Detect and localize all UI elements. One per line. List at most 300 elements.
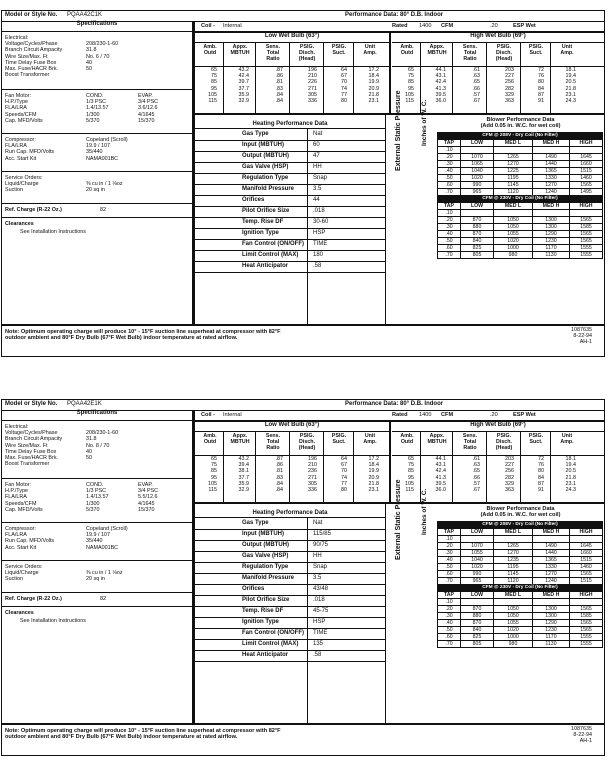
document-reference: 1087635 8-22-94 AH-1 — [571, 327, 592, 345]
note-block — [2, 723, 604, 755]
table-row — [438, 571, 603, 578]
cfm-value: 1515 — [570, 557, 603, 564]
column-header: Sens. Total Ratio — [265, 433, 281, 451]
table-row — [438, 175, 603, 182]
cfm-value: 1270 — [494, 550, 533, 557]
table-row — [438, 606, 603, 613]
blower-column-header: HIGH — [570, 203, 603, 210]
compressor-labels: Compressor: FLA/LRA Run Cap. MFD/Volts Acc. Start Kit — [5, 137, 55, 162]
cfm-value: 1300 — [533, 606, 570, 613]
external-static-pressure-label: External Static Pressure — [395, 479, 402, 560]
column-values-disch: 203 227 256 282 329 363 — [505, 67, 514, 105]
cfm-value: 1145 — [494, 182, 533, 189]
cfm-value: 870 — [461, 620, 494, 627]
heating-value: Nat — [313, 520, 323, 526]
column-header: PSIG. Suct. — [528, 44, 544, 56]
cfm-value: 1565 — [570, 238, 603, 245]
tap-value: .40 — [438, 620, 461, 627]
heating-key: Gas Type — [242, 131, 269, 137]
heating-value: 115/85 — [313, 531, 331, 537]
tap-value: .50 — [438, 238, 461, 245]
column-values-amb: 65 75 85 95 105 115 — [405, 67, 414, 105]
cfm-value: 1495 — [570, 189, 603, 196]
high-wet-bulb-header — [392, 42, 604, 67]
cfm-value: 1020 — [494, 627, 533, 634]
blower-column-header: LOW — [461, 529, 494, 536]
low-wet-bulb-header — [195, 42, 389, 67]
performance-title: Performance Data: 80° D.B. Indoor — [345, 401, 444, 407]
cfm-value: 1515 — [570, 168, 603, 175]
refrigerant-label: Ref. Charge (R-22 Oz.) — [5, 207, 62, 213]
column-values-amp: 18.1 19.4 20.5 21.8 23.1 24.3 — [565, 456, 576, 494]
specifications-panel — [2, 21, 195, 326]
heating-key: Fan Control (ON/OFF) — [242, 630, 304, 636]
heating-value: 43/48 — [313, 586, 329, 592]
fan-motor-block — [2, 478, 192, 523]
heating-value: 3.5 — [313, 575, 322, 581]
cfm-value — [570, 147, 603, 154]
table-row — [438, 245, 603, 252]
heating-value: 3.5 — [313, 186, 322, 192]
cfm-value: 1130 — [533, 641, 570, 648]
table-row — [438, 210, 603, 217]
column-values-amb: 65 75 85 95 105 115 — [208, 456, 217, 494]
cfm-value: 1565 — [570, 571, 603, 578]
cfm-value: 1565 — [570, 620, 603, 627]
table-row — [438, 543, 603, 550]
external-static-pressure-label: External Static Pressure — [395, 90, 402, 171]
electrical-values: 208/230-1-60 31.8 No. 8 / 70 40 50 — [86, 430, 119, 462]
cfm-value — [461, 147, 494, 154]
blower-section-title: CFM @ 230V - Dry Coil (No Filter) — [438, 585, 603, 592]
column-header: Amb. Outd — [203, 44, 217, 56]
blower-performance — [437, 504, 604, 725]
table-row — [438, 189, 603, 196]
column-values-disch: 196 210 236 271 305 336 — [308, 456, 317, 494]
cfm-value: 1050 — [494, 613, 533, 620]
heating-key: Ignition Type — [242, 230, 279, 236]
column-values-suct: 64 67 70 74 77 80 — [341, 67, 347, 105]
tap-value: .30 — [438, 613, 461, 620]
spec-sheet — [1, 10, 605, 357]
column-header: PSIG. Disch. (Head) — [298, 44, 316, 62]
blower-column-header: MED H — [533, 140, 570, 147]
heating-value: Nat — [313, 131, 323, 137]
blower-section-title: CFM @ 208V - Dry Coil (No Filter) — [438, 522, 603, 529]
coil-value: Internal — [223, 23, 242, 29]
cfm-value: 1585 — [570, 613, 603, 620]
blower-column-header: MED L — [494, 203, 533, 210]
cfm-value: 1020 — [494, 238, 533, 245]
fan-labels: Fan Motor: H.P./Type FLA/LRA Speeds/CFM Cap. MFD/Volts — [5, 482, 43, 513]
column-header: Amb. Outd — [400, 44, 414, 56]
cfm-value: 1265 — [494, 154, 533, 161]
table-row — [438, 634, 603, 641]
heating-performance — [195, 504, 386, 725]
coil-value: Internal — [223, 412, 242, 418]
tap-value: .60 — [438, 634, 461, 641]
esp-value: .20 — [490, 412, 498, 418]
heating-key: Input (MBTUH) — [242, 531, 284, 537]
cfm-value: 1460 — [570, 175, 603, 182]
clearances-value: See Installation Instructions — [20, 618, 86, 624]
service-values: ⅜ cu in / 1 ⅛oz 20 sq in — [86, 570, 123, 583]
column-values-suct: 72 76 80 84 87 91 — [538, 456, 544, 494]
cfm-value: 1055 — [494, 620, 533, 627]
blower-column-header: TAP — [438, 592, 461, 599]
coil-row — [195, 21, 604, 33]
table-row — [438, 620, 603, 627]
cfm-value: 1145 — [494, 571, 533, 578]
table-row — [438, 550, 603, 557]
heating-key: Output (MBTUH) — [242, 542, 289, 548]
charge-note: Note: Optimum operating charge will produce 10° - 15°F suction line superheat at compressor with 82°F outdoor ambient and 80°F Dry Bulb (67°F Wet Bulb) indoor temperature at rated airflow. — [5, 329, 281, 342]
heating-key: Regulation Type — [242, 175, 289, 181]
column-values-mbtuh: 44.1 43.1 42.4 41.3 39.5 36.0 — [435, 456, 446, 494]
blower-column-header: HIGH — [570, 529, 603, 536]
low-wet-bulb-table — [195, 422, 391, 502]
cfm-value: 1240 — [533, 189, 570, 196]
electrical-block — [2, 31, 192, 90]
column-header: Unit Amp. — [363, 44, 377, 56]
column-values-disch: 203 227 256 282 329 363 — [505, 456, 514, 494]
refrigerant-charge-block — [2, 592, 192, 607]
cfm-value: 825 — [461, 245, 494, 252]
document-reference: 1087635 8-22-94 AH-1 — [571, 726, 592, 744]
electrical-labels: Electrical: Voltage/Cycles/Phase Branch Circuit Ampacity Wire Size/Max. Ft Time Delay Fuse Box Max. Fuse/HACR Brk. Boost Transformer — [5, 424, 63, 468]
column-values-ratio: .61 .63 .65 .66 .57 .67 — [472, 67, 480, 105]
heating-value: .018 — [313, 208, 325, 214]
cfm-value: 1645 — [570, 154, 603, 161]
cfm-value: 1050 — [494, 606, 533, 613]
heating-value: 180 — [313, 252, 324, 258]
heating-value: 60 — [313, 142, 320, 148]
blower-column-header: LOW — [461, 203, 494, 210]
tap-value: .20 — [438, 154, 461, 161]
heating-key: Ignition Type — [242, 619, 279, 625]
fan-evap-values: EVAP. 3/4 PSC 3.6/12.6 4/1645 15/370 — [138, 93, 159, 124]
cfm-value — [461, 599, 494, 606]
tap-value: .50 — [438, 564, 461, 571]
heating-value: TIME — [313, 241, 328, 247]
column-header: PSIG. Disch. (Head) — [495, 44, 513, 62]
cfm-value — [461, 210, 494, 217]
blower-column-header: MED L — [494, 592, 533, 599]
cfm-value: 1365 — [533, 557, 570, 564]
heating-value: 90/75 — [313, 542, 329, 548]
cfm-value: 1055 — [461, 550, 494, 557]
tap-value: .70 — [438, 578, 461, 585]
cfm-value — [570, 210, 603, 217]
heating-value: .58 — [313, 263, 322, 269]
tap-value: .60 — [438, 571, 461, 578]
compressor-values: Copeland (Scroll) 19.9 / 107 35/440 NAMA001BC — [86, 526, 128, 551]
column-values-amb: 65 75 85 95 105 115 — [208, 67, 217, 105]
blower-table — [437, 521, 603, 648]
cfm-value: 825 — [461, 634, 494, 641]
cfm-label: CFM — [441, 412, 454, 418]
table-row — [438, 578, 603, 585]
blower-section-title: CFM @ 208V - Dry Coil (No Filter) — [438, 133, 603, 140]
low-wet-bulb-table — [195, 33, 391, 113]
column-values-mbtuh: 43.2 42.4 39.7 37.7 35.9 32.9 — [238, 67, 249, 105]
service-block — [2, 171, 192, 204]
table-row — [438, 147, 603, 154]
heating-value: HH — [313, 553, 322, 559]
heating-value: TIME — [313, 630, 328, 636]
inches-wc-label: Inches of W. C. — [421, 99, 428, 146]
cfm-value: 1040 — [461, 168, 494, 175]
tap-value: .60 — [438, 182, 461, 189]
heating-key: Orifices — [242, 197, 265, 203]
cfm-value: 980 — [494, 641, 533, 648]
cfm-value: 1645 — [570, 543, 603, 550]
column-header: Appx. MBTUH — [427, 433, 447, 445]
clearances-label: Clearances — [5, 610, 34, 616]
column-header: Sens. Total Ratio — [462, 433, 478, 451]
esp-value: .20 — [490, 23, 498, 29]
column-values-disch: 196 210 226 271 305 336 — [308, 67, 317, 105]
heating-value: 45-75 — [313, 608, 329, 614]
cfm-value: 1555 — [570, 634, 603, 641]
tap-value: .40 — [438, 557, 461, 564]
heating-key: Orifices — [242, 586, 265, 592]
cfm-value — [533, 147, 570, 154]
blower-column-header: TAP — [438, 140, 461, 147]
cfm-value — [570, 599, 603, 606]
heating-value: .58 — [313, 652, 322, 658]
heating-value: HSP — [313, 619, 326, 625]
cfm-value: 1130 — [533, 252, 570, 259]
refrigerant-label: Ref. Charge (R-22 Oz.) — [5, 596, 62, 602]
cfm-value: 880 — [461, 613, 494, 620]
cfm-value: 870 — [461, 217, 494, 224]
cfm-value: 1020 — [461, 175, 494, 182]
compressor-block — [2, 133, 192, 172]
cfm-value: 1040 — [461, 557, 494, 564]
table-row — [438, 168, 603, 175]
heating-key: Regulation Type — [242, 564, 289, 570]
cfm-value: 1000 — [494, 634, 533, 641]
heating-key: Limit Control (MAX) — [242, 252, 299, 258]
tap-value: .30 — [438, 224, 461, 231]
low-wet-bulb-title: Low Wet Bulb (63°) — [195, 422, 389, 432]
cfm-value: 1050 — [494, 224, 533, 231]
cfm-value: 1585 — [570, 224, 603, 231]
heating-value: 44 — [313, 197, 320, 203]
heating-key: Pilot Orifice Size — [242, 597, 290, 603]
table-row — [438, 557, 603, 564]
tap-value: .60 — [438, 245, 461, 252]
clearances-value: See Installation Instructions — [20, 229, 86, 235]
cfm-value: 1290 — [533, 231, 570, 238]
cfm-value: 1300 — [533, 217, 570, 224]
blower-column-header: MED L — [494, 529, 533, 536]
heating-value: Snap — [313, 564, 328, 570]
heating-title: Heating Performance Data — [195, 115, 385, 129]
note-block — [2, 324, 604, 356]
cfm-value — [570, 536, 603, 543]
column-header: PSIG. Suct. — [331, 44, 347, 56]
heating-key: Gas Valve (HSP) — [242, 164, 289, 170]
heating-key: Manifold Pressure — [242, 186, 295, 192]
electrical-labels: Electrical: Voltage/Cycles/Phase Branch Circuit Ampacity Wire Size/Max. Ft Time Delay Fuse Box Max. Fuse/HACR Brk. Boost Transformer — [5, 35, 63, 79]
cfm-value: 965 — [461, 578, 494, 585]
column-values-ratio: .61 .63 .65 .66 .57 .67 — [472, 456, 480, 494]
rated-label: Rated — [392, 412, 408, 418]
fan-cond-values: COND. 1/3 PSC 1.4/13.57 1/300 5/370 — [86, 93, 109, 124]
cfm-value: 1555 — [570, 252, 603, 259]
heating-key: Heat Anticipator — [242, 652, 289, 658]
refrigerant-value: 82 — [100, 596, 106, 602]
cfm-value: 1365 — [533, 168, 570, 175]
heating-value: 135 — [313, 641, 324, 647]
blower-performance — [437, 115, 604, 326]
cfm-value: 1300 — [533, 224, 570, 231]
heating-key: Gas Valve (HSP) — [242, 553, 289, 559]
table-row — [438, 217, 603, 224]
fan-evap-values: EVAP. 3/4 PSC 5.5/12.6 4/1645 15/370 — [138, 482, 159, 513]
cfm-value: 1070 — [461, 543, 494, 550]
cfm-value: 840 — [461, 238, 494, 245]
cfm-value: 1555 — [570, 641, 603, 648]
column-header: PSIG. Disch. (Head) — [298, 433, 316, 451]
blower-table — [437, 132, 603, 259]
table-row — [438, 613, 603, 620]
performance-title: Performance Data: 80° D.B. Indoor — [345, 12, 444, 18]
cfm-value: 1290 — [533, 620, 570, 627]
column-header: PSIG. Disch. (Head) — [495, 433, 513, 451]
coil-row — [195, 410, 604, 422]
service-labels: Service Orders: Liquid/Charge Suction — [5, 175, 43, 194]
table-row — [438, 536, 603, 543]
cfm-value: 1490 — [533, 543, 570, 550]
heating-value: 30-60 — [313, 219, 329, 225]
table-row — [438, 564, 603, 571]
table-row — [438, 161, 603, 168]
blower-column-header: LOW — [461, 592, 494, 599]
column-values-mbtuh: 43.2 39.4 38.1 37.7 35.9 32.9 — [238, 456, 249, 494]
column-values-ratio: .87 .86 .81 .83 .84 .84 — [275, 456, 283, 494]
cfm-value — [494, 210, 533, 217]
heating-key: Output (MBTUH) — [242, 153, 289, 159]
cfm-value: 1230 — [533, 627, 570, 634]
blower-column-header: LOW — [461, 140, 494, 147]
cfm-value: 1330 — [533, 564, 570, 571]
cfm-value: 1270 — [533, 182, 570, 189]
table-row — [438, 154, 603, 161]
cfm-value: 1565 — [570, 606, 603, 613]
cfm-value — [533, 599, 570, 606]
column-header: Appx. MBTUH — [230, 44, 250, 56]
blower-column-header: HIGH — [570, 592, 603, 599]
heating-value: HSP — [313, 230, 326, 236]
cfm-value — [494, 536, 533, 543]
tap-value: .50 — [438, 627, 461, 634]
heating-key: Heat Anticipator — [242, 263, 289, 269]
heating-key: Temp. Rise DF — [242, 219, 284, 225]
cfm-value: 1070 — [461, 154, 494, 161]
compressor-block — [2, 522, 192, 561]
tap-value: .10 — [438, 599, 461, 606]
tap-value: .30 — [438, 161, 461, 168]
cfm-value: 1170 — [533, 245, 570, 252]
cfm-label: CFM — [441, 23, 454, 29]
column-header: PSIG. Suct. — [528, 433, 544, 445]
column-header: Sens. Total Ratio — [462, 44, 478, 62]
heating-row — [195, 650, 385, 662]
cfm-value: 1055 — [494, 231, 533, 238]
cfm-value: 870 — [461, 231, 494, 238]
heating-value: .018 — [313, 597, 325, 603]
blower-column-header: MED H — [533, 592, 570, 599]
model-number: PQAA42E1K — [67, 401, 102, 407]
column-header: Sens. Total Ratio — [265, 44, 281, 62]
performance-panel — [195, 21, 604, 326]
cfm-value: 980 — [494, 252, 533, 259]
cfm-value: 1225 — [494, 168, 533, 175]
cfm-value: 1230 — [533, 238, 570, 245]
blower-column-header: MED H — [533, 203, 570, 210]
cfm-value: 1020 — [461, 564, 494, 571]
cfm-value — [533, 210, 570, 217]
column-header: Amb. Outd — [203, 433, 217, 445]
blower-column-header: MED H — [533, 529, 570, 536]
tap-value: .70 — [438, 189, 461, 196]
service-block — [2, 560, 192, 593]
compressor-labels: Compressor: FLA/LRA Run Cap. MFD/Volts Acc. Start Kit — [5, 526, 55, 551]
cfm-value: 1490 — [533, 154, 570, 161]
low-wet-bulb-title: Low Wet Bulb (63°) — [195, 33, 389, 43]
blower-column-header: TAP — [438, 529, 461, 536]
charge-note: Note: Optimum operating charge will produce 10° - 15°F suction line superheat at compressor with 82°F outdoor ambient and 80°F Dry Bulb (67°F Wet Bulb) indoor temperature at rated airflow. — [5, 728, 281, 741]
high-wet-bulb-header — [392, 431, 604, 456]
fan-motor-block — [2, 89, 192, 134]
cfm-value — [494, 599, 533, 606]
cfm-value: 840 — [461, 627, 494, 634]
rated-cfm: 1400 — [419, 412, 432, 418]
table-row — [438, 231, 603, 238]
inches-wc-label: Inches of W. C. — [421, 488, 428, 535]
cfm-value: 1565 — [570, 231, 603, 238]
column-values-ratio: .87 .86 .81 .83 .84 .84 — [275, 67, 283, 105]
specifications-panel — [2, 410, 195, 725]
fan-cond-values: COND. 1/3 PSC 1.4/13.57 1/300 5/370 — [86, 482, 109, 513]
esp-label: ESP Wet — [513, 23, 536, 29]
cfm-value: 805 — [461, 641, 494, 648]
cfm-value: 1000 — [494, 245, 533, 252]
blower-column-header: MED L — [494, 140, 533, 147]
cfm-value: 1660 — [570, 550, 603, 557]
cfm-value: 1330 — [533, 175, 570, 182]
cfm-value: 1065 — [461, 161, 494, 168]
electrical-block — [2, 420, 192, 479]
heating-key: Temp. Rise DF — [242, 608, 284, 614]
cfm-value — [533, 536, 570, 543]
heating-row — [195, 261, 385, 273]
column-header: Appx. MBTUH — [230, 433, 250, 445]
table-row — [438, 627, 603, 634]
high-wet-bulb-title: High Wet Bulb (69°) — [392, 33, 604, 43]
cfm-value: 1515 — [570, 578, 603, 585]
high-wet-bulb-title: High Wet Bulb (69°) — [392, 422, 604, 432]
specifications-title: Specifications — [2, 410, 192, 421]
cfm-value: 1300 — [533, 613, 570, 620]
column-values-amp: 17.2 18.4 19.9 20.9 21.8 23.1 — [368, 456, 379, 494]
cfm-value: 1565 — [570, 627, 603, 634]
rated-label: Rated — [392, 23, 408, 29]
column-header: Amb. Outd — [400, 433, 414, 445]
